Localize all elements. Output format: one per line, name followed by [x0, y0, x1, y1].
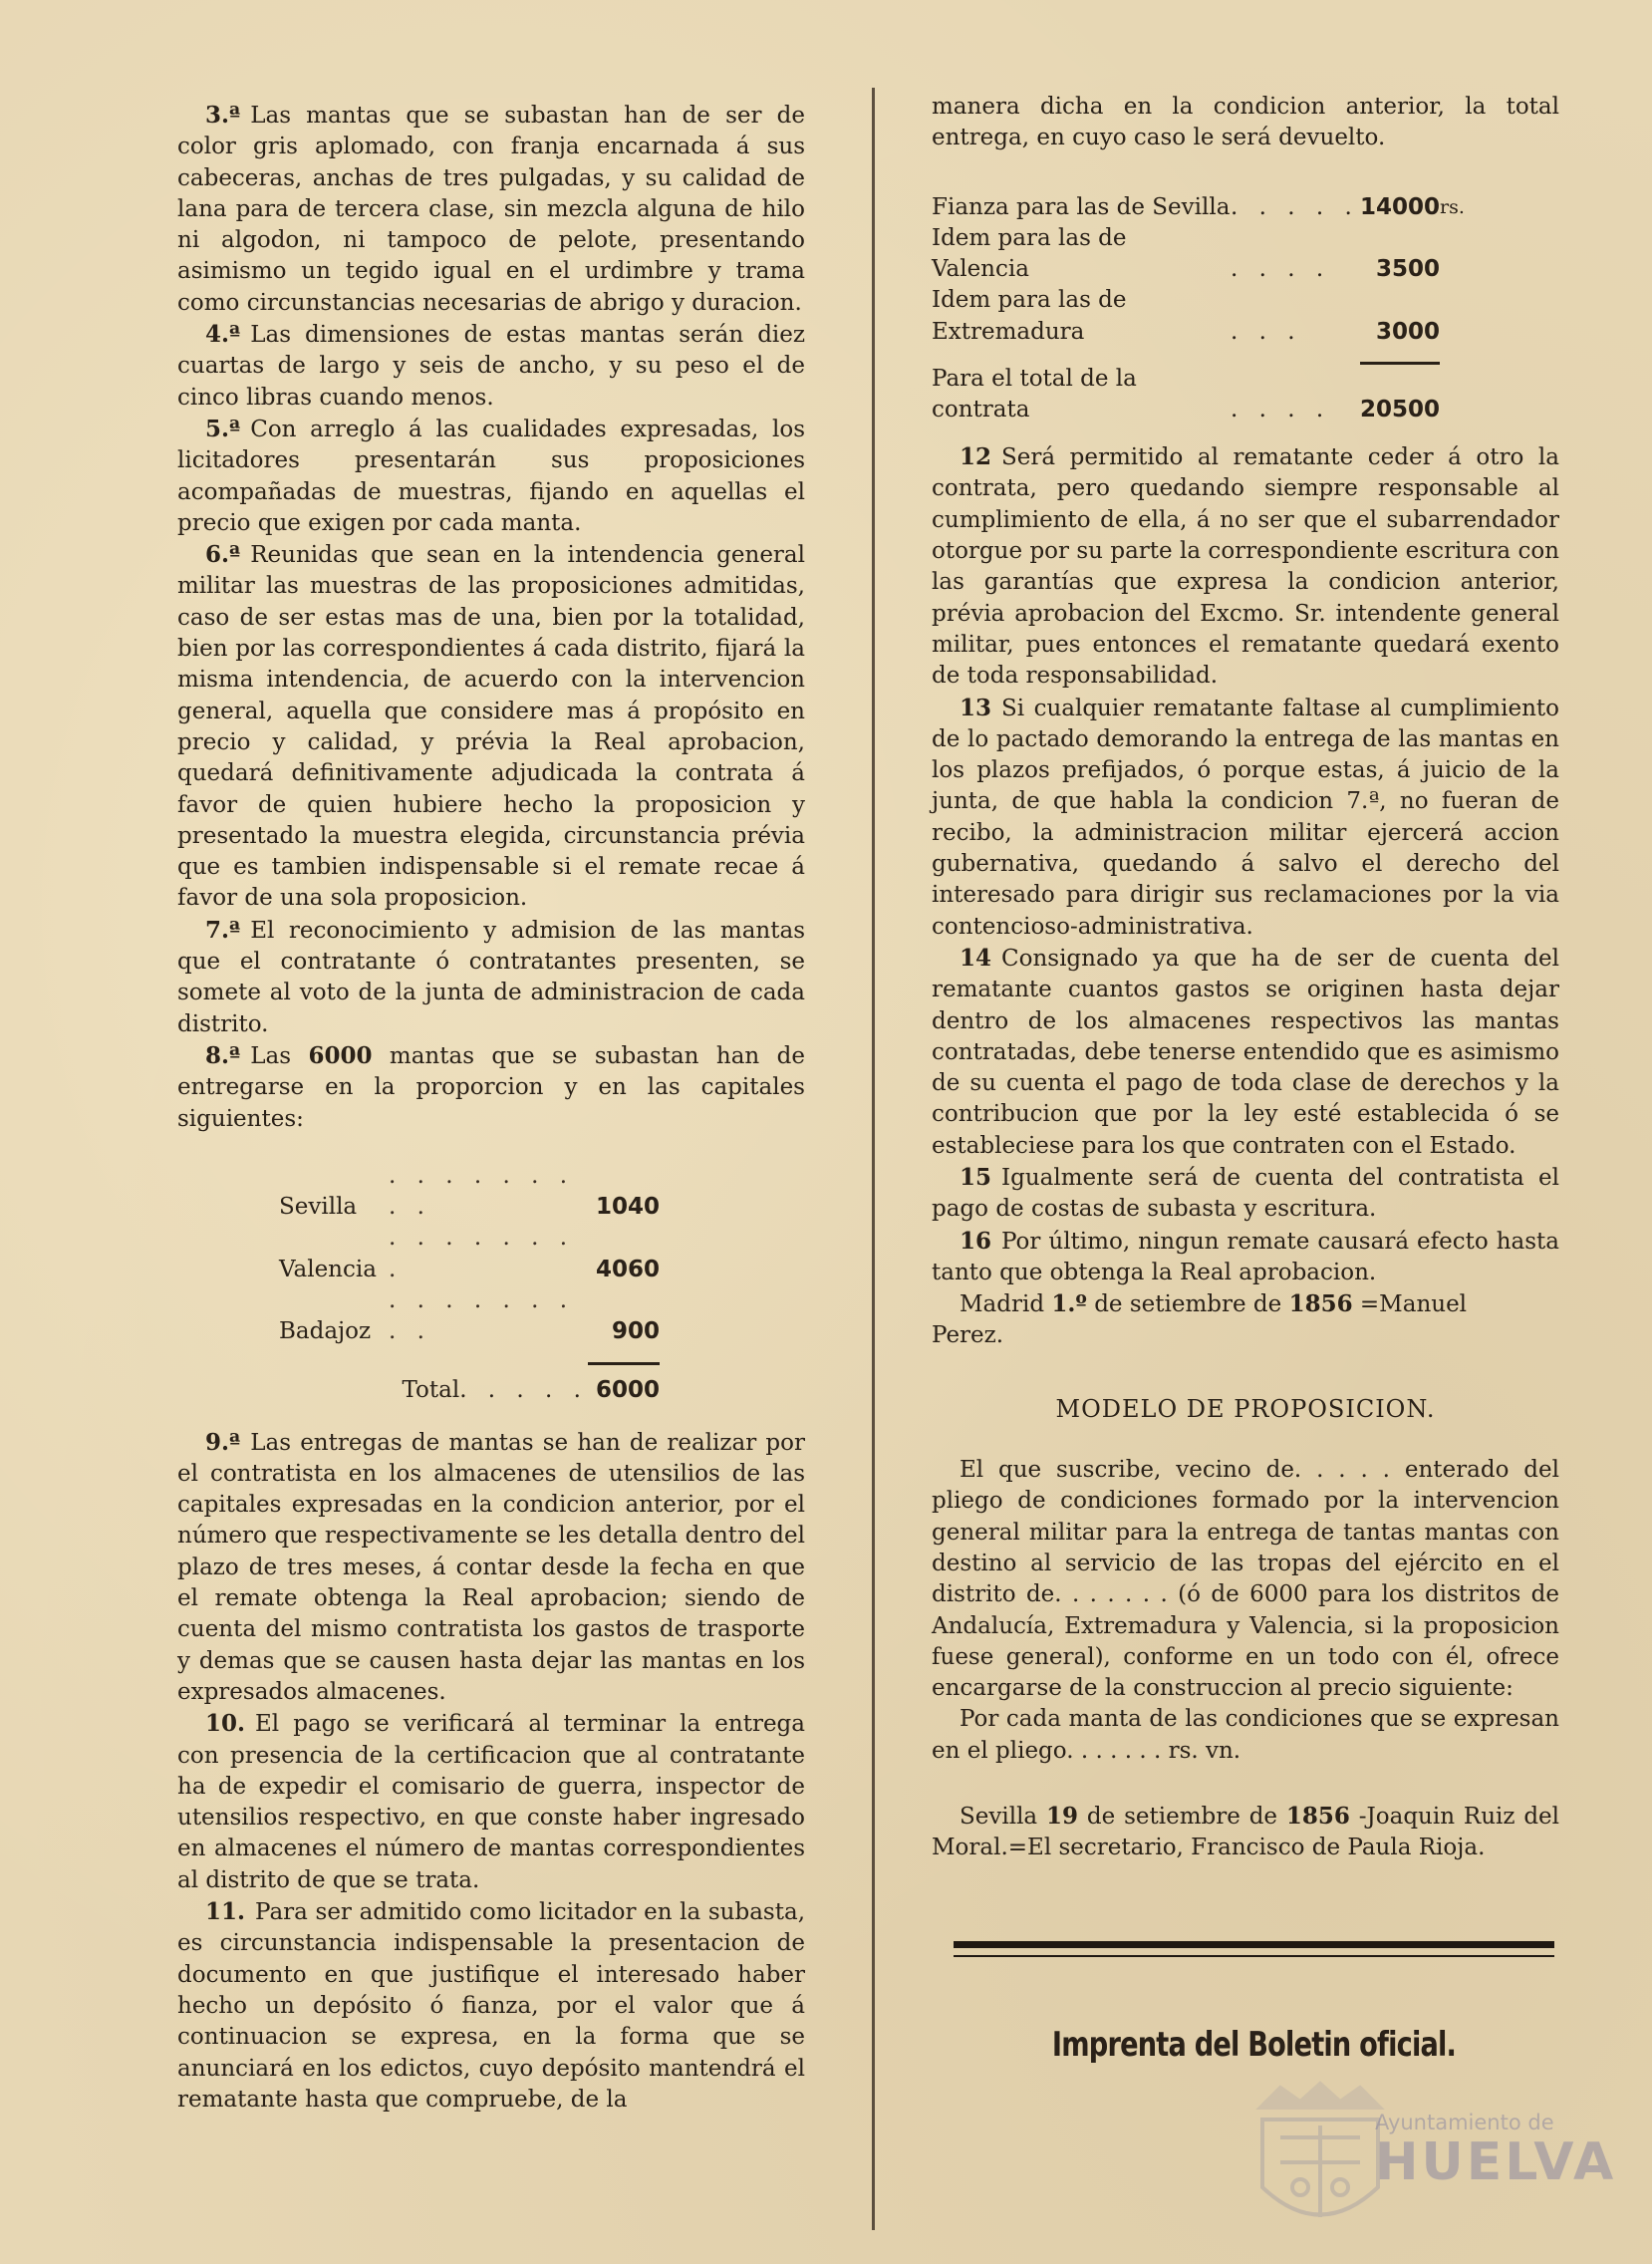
clause-4 — [177, 319, 805, 414]
clause-11 — [177, 1896, 805, 2116]
clause-text: Las dimensiones de estas mantas serán diez cuartas de largo y seis de ancho, y su peso el de cinco libras cuando menos. — [177, 322, 805, 411]
fianza-value: 3000 — [1376, 318, 1441, 345]
leader-dots: . . . . — [1231, 256, 1331, 283]
clause-number: 16 — [960, 1227, 992, 1255]
clause-3 — [177, 100, 805, 319]
clause-text: Las mantas que se subastan han de ser de color gris aplomado, con franja encarnada á sus cabeceras, anchas de tres pulgadas, y su calidad de lana para de tercera clase, sin mezcla alguna de hilo ni algodon, ni tampoco de pelote, presentando asimismo un tegido igual en el urdimbre y trama como circunstancias necesarias de abrigo y duracion. — [177, 103, 805, 316]
date-text: de setiembre de — [1094, 1291, 1282, 1318]
clause-number: 12 — [960, 443, 992, 471]
clause-text: Con arreglo á las cualidades expresadas, los licitadores presentarán sus proposiciones acompañadas de muestras, fijando en aquellas el precio que exigen por cada manta. — [177, 416, 805, 536]
leader-dots: . . . . . — [1231, 193, 1359, 220]
clause-text: Si cualquier rematante faltase al cumplimiento de lo pactado demorando la entrega de las mantas en los plazos prefijados, ó porque estas, á juicio de la junta, de que habla la condicion 7.ª, no fueran de recibo, la administracion militar ejercerá accion gubernativa, quedando á salvo el derecho del interesado para dirigir sus reclamaciones por la via contencioso-administrativa. — [932, 695, 1559, 940]
leader-dots: . . . . . — [459, 1377, 588, 1404]
distribution-row — [279, 1161, 660, 1224]
city-name: Sevilla — [279, 1194, 358, 1221]
date-day: 1.º — [1051, 1290, 1087, 1318]
fianza-label: Fianza para las de Sevilla — [932, 193, 1231, 220]
clause-text: Igualmente será de cuenta del contratista el pago de costas de subasta y escritura. — [932, 1165, 1559, 1223]
fianza-total-value: 20500 — [1360, 396, 1441, 423]
signer-name: Perez. — [932, 1322, 1004, 1349]
clause-text: El pago se verificará al terminar la entrega con presencia de la certificacion que al contratante ha de expedir el comisario de guerra, inspector de utensilios respectivo, en que conste haber ingresado en almacenes el número de mantas correspondientes al distrito de que se trata. — [177, 1711, 805, 1893]
fianza-value: 14000 — [1360, 193, 1441, 220]
signature-place: Sevilla — [960, 1804, 1038, 1831]
date-line — [932, 1288, 1559, 1320]
watermark-text — [1375, 2111, 1616, 2192]
clause-9 — [177, 1427, 805, 1709]
fianza-label: Idem para las de Valencia — [932, 224, 1127, 283]
model-heading: MODELO DE PROPOSICION. — [1055, 1394, 1436, 1423]
clause-text: Las entregas de mantas se han de realizar por el contratista en los almacenes de utensilios de las capitales expresadas en la condicion anterior, por el número que respectivamente se les detalla dentro del plazo de tres meses, á contar desde la fecha en que el remate obtenga la Real aprobacion; siendo de cuenta del mismo contratista los gastos de trasporte y demas que se causen hasta dejar las mantas en los expresados almacenes. — [177, 1429, 805, 1705]
fianza-unit — [1440, 223, 1480, 286]
fianza-total-label: Para el total de la contrata — [932, 365, 1137, 423]
distribution-table — [279, 1161, 660, 1407]
clause-number: 11. — [205, 1898, 246, 1926]
total-value: 6000 — [595, 1377, 660, 1404]
fianza-row — [932, 285, 1480, 348]
leader-dots: . . . . . . . . — [389, 1225, 575, 1282]
sum-rule — [1360, 348, 1440, 364]
blanket-count: 6000 — [308, 1041, 373, 1069]
clause-number: 9.ª — [205, 1428, 241, 1456]
clause-14 — [932, 943, 1559, 1162]
city-value: 4060 — [595, 1256, 660, 1282]
signature-text: de setiembre de — [1086, 1804, 1278, 1831]
total-label: Total — [402, 1377, 460, 1404]
clause-number: 15 — [960, 1164, 992, 1191]
clause-12 — [932, 441, 1559, 692]
clause-text: mantas que se subastan han de entregarse en la proporcion y en las capitales siguientes: — [177, 1042, 806, 1132]
clause-text: Las — [250, 1042, 292, 1069]
clause-number: 10. — [205, 1710, 246, 1738]
fianza-unit: rs. — [1440, 195, 1465, 218]
clause-number: 8.ª — [205, 1041, 241, 1069]
clause-8 — [177, 1040, 805, 1135]
column-divider — [872, 88, 875, 2230]
city-value: 1040 — [595, 1194, 660, 1221]
clause-text: Será permitido al rematante ceder á otro la contrata, pero quedando siempre responsable al cumplimiento de ella, á no ser que el subarrendador otorgue por su parte la correspondiente escritura con las garantías que expresa la condicion anterior, prévia aprobacion del Excmo. Sr. intendente general militar, pues entonces el rematante quedará exento de toda responsabilidad. — [932, 444, 1559, 690]
leader-dots: . . . . — [1231, 396, 1331, 423]
watermark-main: HUELVA — [1375, 2132, 1617, 2192]
signature-names: -Joaquin Ruiz del Moral.=El secretario, Francisco de Paula Rioja. — [932, 1804, 1560, 1861]
distribution-total-row — [279, 1363, 660, 1407]
date-signer: =Manuel — [1359, 1291, 1468, 1318]
distribution-row — [279, 1285, 660, 1348]
closing-rule-thin — [954, 1955, 1554, 1957]
clause-text: Consignado ya que ha de ser de cuenta del rematante cuantos gastos se originen hasta dejar dentro de los almacenes respectivos las mantas contratadas, debe tenerse entendido que es asimismo de su cuenta el pago de toda clase de derechos y la contribucion que por la ley esté establecida ó se estableciese para los que contraten con el Estado. — [932, 945, 1559, 1159]
fianza-table — [932, 192, 1480, 426]
clause-number: 5.ª — [205, 415, 241, 442]
clause-text: Para ser admitido como licitador en la subasta, es circunstancia indispensable la presentacion de documento en que justifique el interesado haber hecho un depósito ó fianza, por el valor que á continuacion se expresa, en la forma que se anunciará en los edictos, cuyo depósito mantendrá el rematante hasta que compruebe, de la — [177, 1899, 805, 2113]
clause-5 — [177, 414, 805, 539]
model-text: El que suscribe, vecino de. . . . . enterado del pliego de condiciones formado por la intervencion general militar para la entrega de tantas mantas con destino al servicio de las tropas del ejército en el distrito de. . . . . . . (ó de 6000 para los distritos de Andalucía, Extremadura y Valencia, si la proposicion fuese general), conforme en un todo con él, ofrece encargarse de la construccion al precio siguiente: — [932, 1457, 1559, 1702]
clause-13 — [932, 693, 1559, 943]
fianza-value: 3500 — [1376, 256, 1441, 283]
clause-7 — [177, 915, 805, 1040]
leader-dots: . . . . . . . . . — [389, 1162, 575, 1221]
leader-dots: . . . — [1231, 318, 1302, 345]
city-value: 900 — [611, 1318, 660, 1345]
clause-number: 13 — [960, 694, 992, 721]
fianza-row — [932, 192, 1480, 223]
fianza-row — [932, 223, 1480, 286]
continuation-text: manera dicha en la condicion anterior, la total entrega, en cuyo caso le será devuelto. — [932, 94, 1559, 151]
signature-day: 19 — [1046, 1803, 1079, 1831]
clause-16 — [932, 1226, 1559, 1289]
model-price: Por cada manta de las condiciones que se expresan en el pliego. . . . . . . rs. vn. — [932, 1706, 1559, 1764]
watermark-top: Ayuntamiento de — [1375, 2111, 1554, 2134]
clause-10 — [177, 1708, 805, 1896]
clause-text: El reconocimiento y admision de las mantas que el contratante ó contratantes presenten, se somete al voto de la junta de administracion de cada distrito. — [177, 917, 805, 1037]
date-place: Madrid — [960, 1291, 1045, 1318]
clause-number: 14 — [960, 944, 992, 972]
clause-number: 3.ª — [205, 102, 241, 129]
clause-number: 6.ª — [205, 541, 241, 569]
fianza-total-row — [932, 364, 1480, 426]
signature-block — [932, 1801, 1559, 1864]
clause-6 — [177, 539, 805, 915]
city-name: Valencia — [279, 1256, 377, 1282]
imprint: Imprenta del Boletin oficial. — [1051, 2025, 1457, 2065]
clause-number: 4.ª — [205, 321, 241, 349]
clause-text: Reunidas que sean en la intendencia general militar las muestras de las proposiciones admitidas, caso de ser estas mas de una, bien por la totalidad, bien por las correspondientes á cada distrito, fijará la misma intendencia, de acuerdo con la intervencion general, aquella que considere mas á propósito en precio y calidad, y prévia la Real aprobacion, quedará definitivamente adjudicada la contrata á favor de quien hubiere hecho la proposicion y presentado la muestra elegida, circunstancia prévia que es tambien indispensable si el remate recae á favor de una sola proposicion. — [177, 542, 805, 912]
closing-rule — [954, 1941, 1554, 1948]
right-column — [932, 92, 1559, 1864]
distribution-row — [279, 1223, 660, 1285]
signature-year: 1856 — [1285, 1803, 1350, 1831]
city-name: Badajoz — [279, 1318, 372, 1345]
fianza-unit — [1440, 285, 1480, 348]
sum-rule — [588, 1348, 660, 1364]
clause-text: Por último, ningun remate causará efecto hasta tanto que obtenga la Real aprobacion. — [932, 1228, 1559, 1285]
clause-number: 7.ª — [205, 916, 241, 944]
left-column — [177, 100, 805, 2116]
fianza-label: Idem para las de Extremadura — [932, 287, 1127, 345]
clause-15 — [932, 1162, 1559, 1226]
date-year: 1856 — [1288, 1290, 1353, 1318]
leader-dots: . . . . . . . . . — [389, 1286, 575, 1345]
